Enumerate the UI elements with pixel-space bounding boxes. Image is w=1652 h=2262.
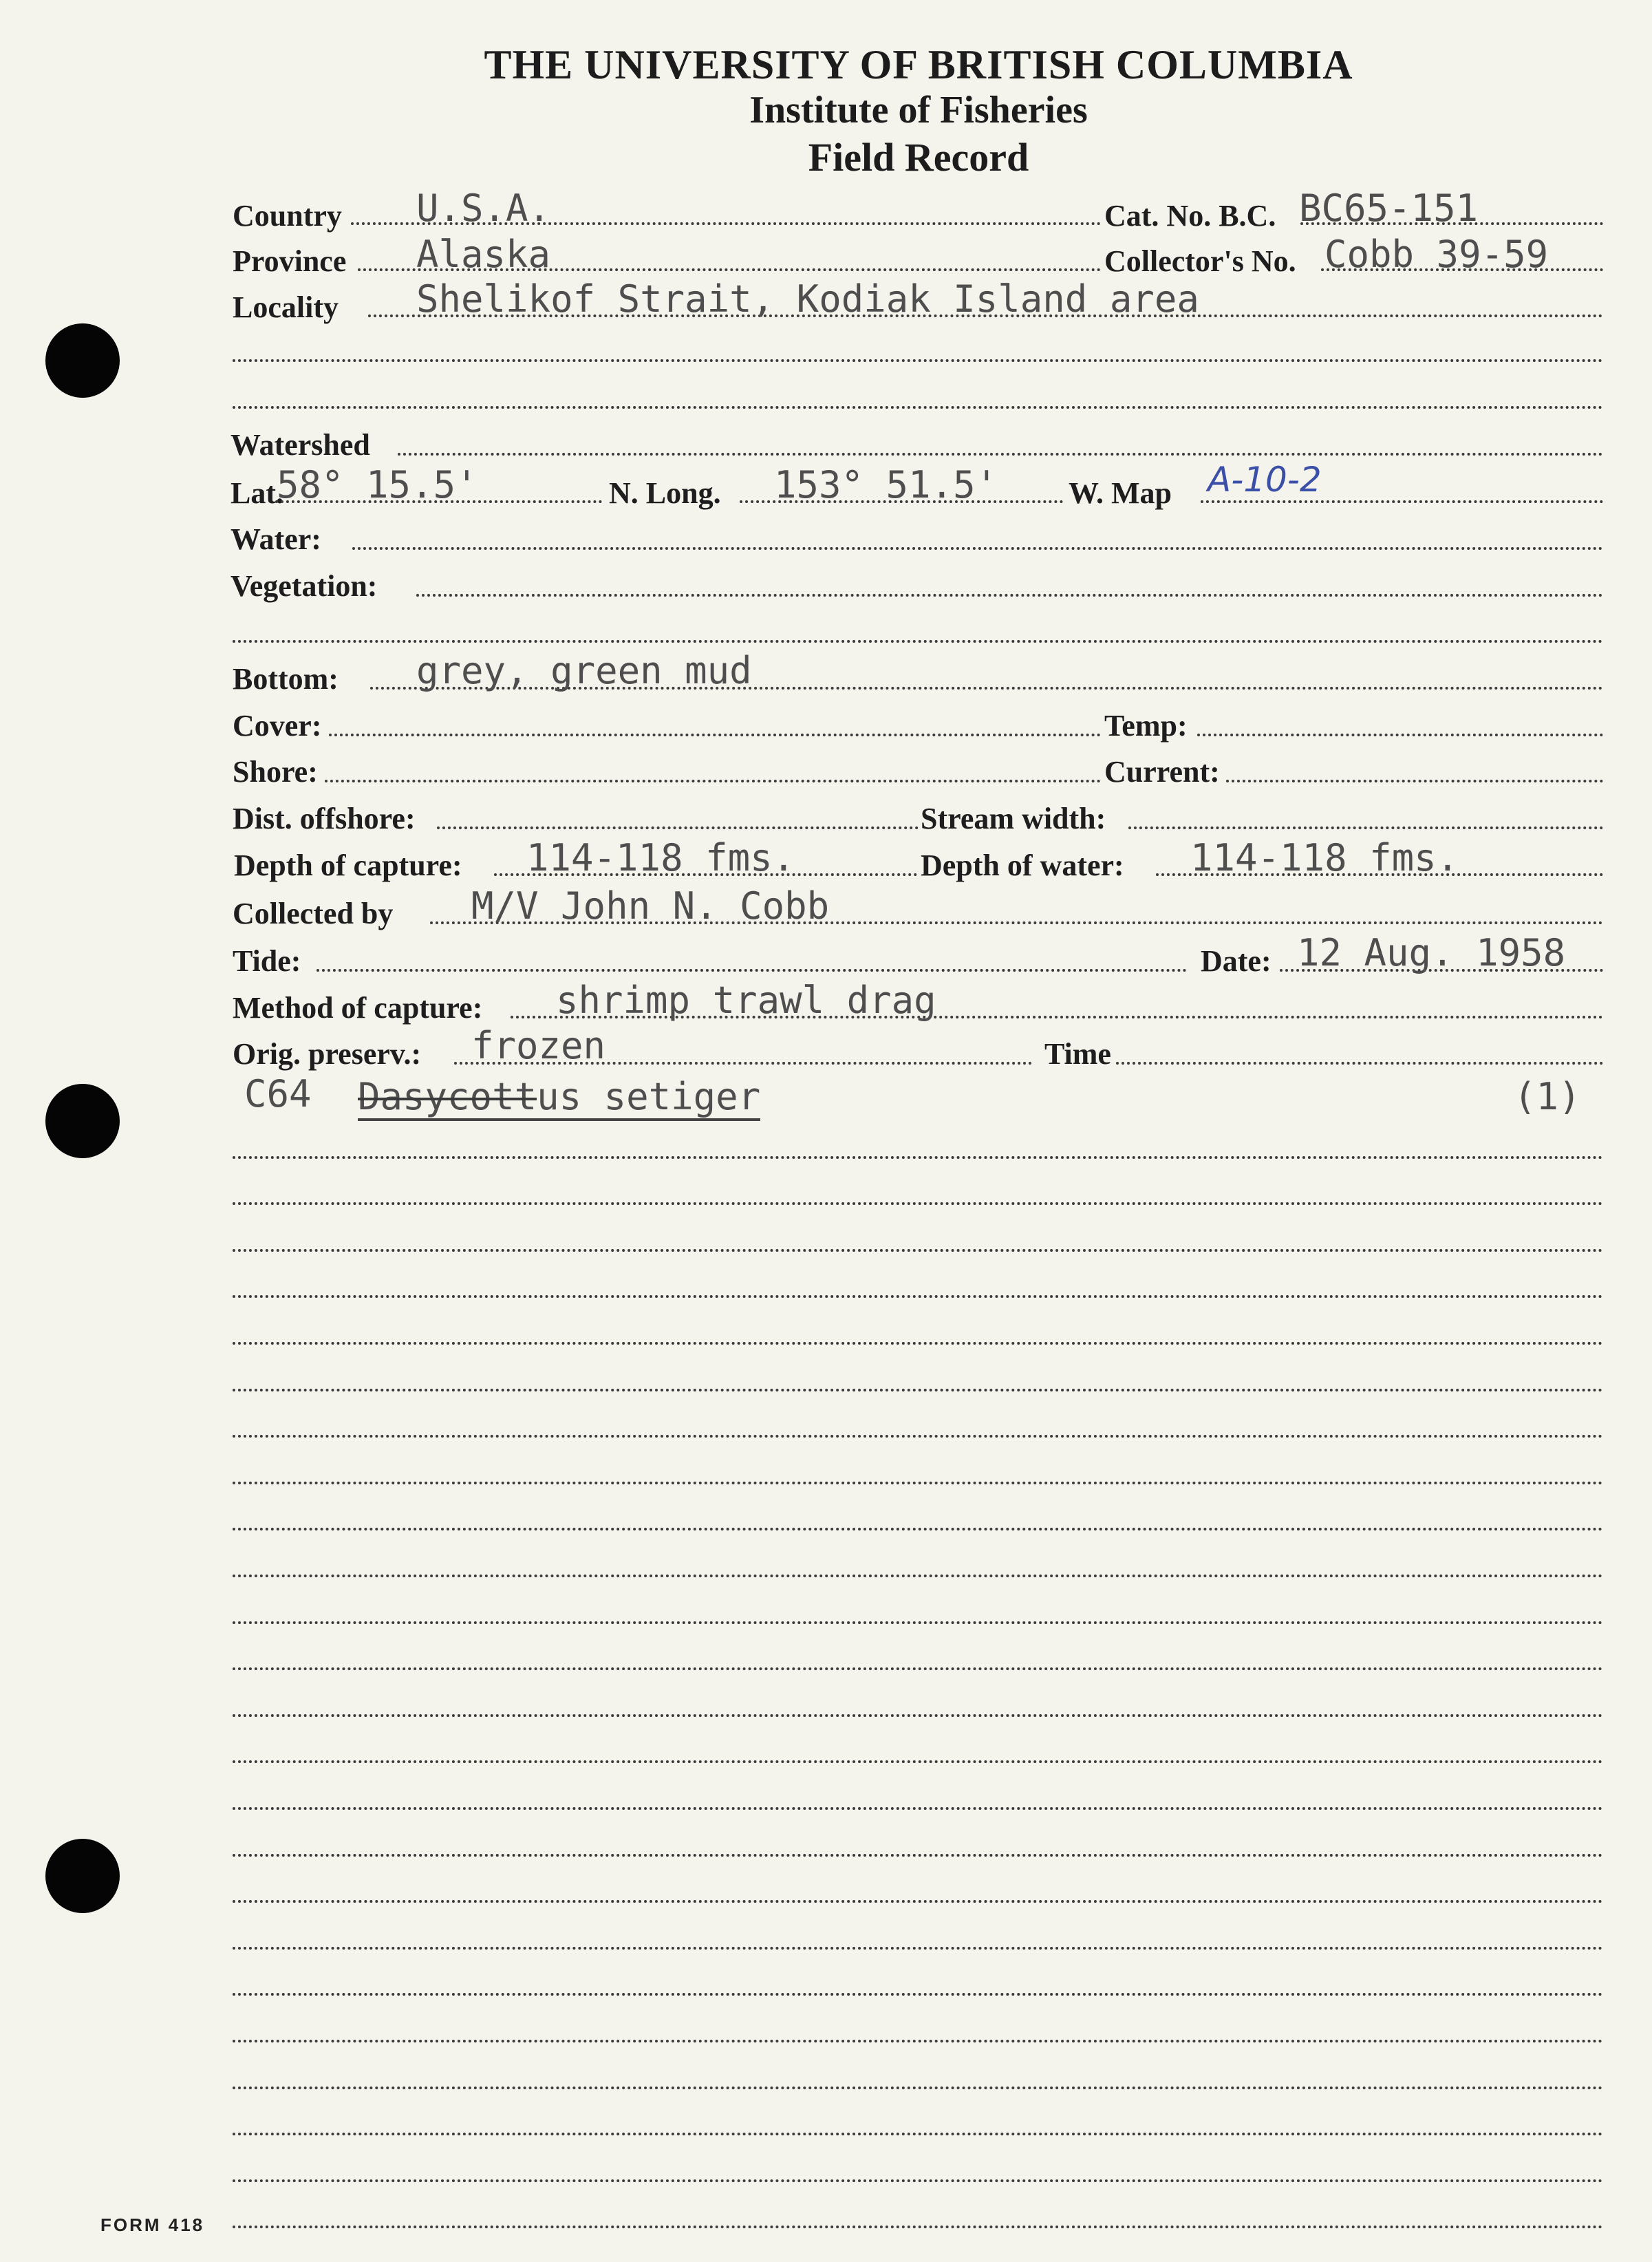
ruled-line xyxy=(233,1854,1603,1857)
ruled-line xyxy=(233,1900,1603,1903)
collected-by-label: Collected by xyxy=(233,897,394,930)
specimen-name-struck: Dasycott xyxy=(358,1075,537,1118)
ruled-line xyxy=(233,1575,1603,1577)
ruled-line xyxy=(233,1714,1603,1717)
w-map-label: W. Map xyxy=(1069,476,1172,510)
vegetation-label: Vegetation: xyxy=(230,569,378,603)
orig-preserv-label: Orig. preserv.: xyxy=(233,1037,422,1071)
time-line xyxy=(1116,1062,1603,1065)
cat-no-label: Cat. No. B.C. xyxy=(1104,199,1276,233)
ruled-line xyxy=(233,1295,1603,1298)
ruled-line xyxy=(233,1621,1603,1624)
ruled-line xyxy=(233,2179,1603,2182)
ruled-line xyxy=(233,1249,1603,1252)
depth-water-label: Depth of water: xyxy=(921,849,1124,882)
water-label: Water: xyxy=(230,522,321,556)
collectors-no-value: Cobb 39-59 xyxy=(1324,233,1549,276)
locality-value: Shelikof Strait, Kodiak Island area xyxy=(416,277,1199,321)
temp-line xyxy=(1197,734,1603,736)
country-label: Country xyxy=(233,199,342,233)
specimen-name-rest: us setiger xyxy=(537,1075,761,1118)
ruled-line xyxy=(233,1528,1603,1530)
bottom-value: grey, green mud xyxy=(416,649,752,692)
shore-line xyxy=(325,780,1101,782)
province-label: Province xyxy=(233,244,347,278)
ruled-line xyxy=(233,1156,1603,1159)
lat-label: Lat. xyxy=(230,476,283,510)
long-value: 153° 51.5' xyxy=(774,463,998,506)
date-value: 12 Aug. 1958 xyxy=(1297,931,1566,974)
stream-width-label: Stream width: xyxy=(921,802,1106,835)
ruled-line xyxy=(233,1947,1603,1950)
province-value: Alaska xyxy=(416,233,551,276)
watershed-label: Watershed xyxy=(230,428,370,462)
shore-label: Shore: xyxy=(233,755,318,789)
specimen-code: C64 xyxy=(244,1072,312,1116)
record-title: Field Record xyxy=(808,135,1029,180)
time-label: Time xyxy=(1044,1037,1111,1071)
ruled-line xyxy=(233,2087,1603,2089)
dist-offshore-line xyxy=(437,826,919,829)
stream-width-line xyxy=(1128,826,1603,829)
depth-water-value: 114-118 fms. xyxy=(1190,836,1459,879)
ruled-line xyxy=(233,1482,1603,1484)
ruled-line xyxy=(233,1435,1603,1438)
ruled-line xyxy=(233,1760,1603,1763)
method-label: Method of capture: xyxy=(233,991,483,1025)
orig-preserv-value: frozen xyxy=(471,1024,606,1067)
punch-hole-bottom xyxy=(45,1839,120,1913)
cat-no-value: BC65-151 xyxy=(1299,186,1479,230)
institute-title: Institute of Fisheries xyxy=(749,89,1088,131)
temp-label: Temp: xyxy=(1104,709,1188,743)
current-line xyxy=(1226,780,1603,782)
bottom-label: Bottom: xyxy=(233,662,339,696)
date-label: Date: xyxy=(1201,944,1272,978)
collectors-no-label: Collector's No. xyxy=(1104,244,1296,278)
ruled-line xyxy=(233,1993,1603,1996)
locality-line-3 xyxy=(233,406,1603,409)
vegetation-line xyxy=(416,594,1603,597)
lat-value: 58° 15.5' xyxy=(277,463,478,506)
ruled-line xyxy=(233,2133,1603,2135)
tide-line xyxy=(317,969,1187,972)
form-number: FORM 418 xyxy=(100,2215,205,2235)
method-value: shrimp trawl drag xyxy=(556,979,936,1022)
n-long-label: N. Long. xyxy=(609,476,721,510)
water-line xyxy=(352,547,1603,550)
cover-label: Cover: xyxy=(233,709,322,743)
cover-line xyxy=(329,734,1101,736)
vegetation-line-2 xyxy=(233,640,1603,643)
ruled-line xyxy=(233,1342,1603,1345)
tide-label: Tide: xyxy=(233,944,301,978)
locality-line-2 xyxy=(233,359,1603,362)
punch-hole-middle xyxy=(45,1084,120,1158)
ruled-line xyxy=(233,1389,1603,1391)
current-label: Current: xyxy=(1104,755,1220,789)
collected-by-value: M/V John N. Cobb xyxy=(471,884,830,928)
ruled-line xyxy=(233,1202,1603,1205)
ruled-line xyxy=(233,1807,1603,1810)
depth-capture-value: 114-118 fms. xyxy=(526,836,795,879)
depth-capture-label: Depth of capture: xyxy=(234,849,462,882)
map-line xyxy=(1201,500,1603,503)
punch-hole-top xyxy=(45,323,120,398)
ruled-line xyxy=(233,2226,1603,2228)
university-title: THE UNIVERSITY OF BRITISH COLUMBIA xyxy=(484,42,1353,87)
locality-label: Locality xyxy=(233,290,339,324)
specimen-name xyxy=(358,1075,761,1121)
dist-offshore-label: Dist. offshore: xyxy=(233,802,416,835)
country-value: U.S.A. xyxy=(416,186,551,230)
ruled-line xyxy=(233,2040,1603,2042)
specimen-count: (1) xyxy=(1514,1075,1581,1118)
ruled-line xyxy=(233,1667,1603,1670)
map-value: A-10-2 xyxy=(1208,460,1322,500)
watershed-line xyxy=(398,453,1603,456)
